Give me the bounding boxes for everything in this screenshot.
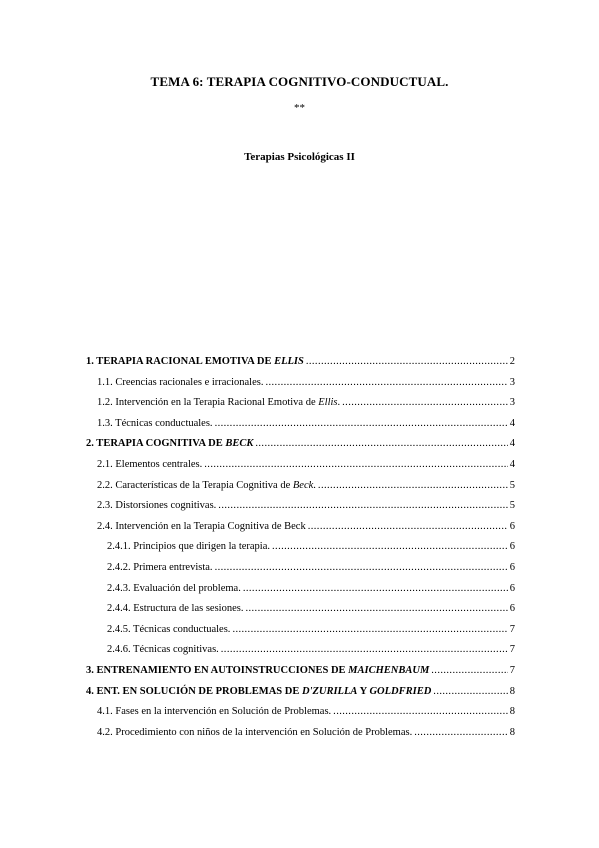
toc-entry[interactable] <box>86 459 515 480</box>
document-title: TEMA 6: TERAPIA COGNITIVO-CONDUCTUAL. <box>150 74 449 89</box>
toc-dot-leader <box>433 686 507 697</box>
toc-dot-leader <box>431 665 507 676</box>
toc-page-number: 6 <box>509 520 515 532</box>
toc-entry[interactable] <box>86 686 515 707</box>
toc-entry-title <box>86 665 429 676</box>
toc-entry-title <box>107 644 219 655</box>
toc-page-number: 7 <box>509 623 515 635</box>
toc-entry-title-part: 2.4.6. Técnicas cognitivas. <box>107 644 219 656</box>
toc-entry-title <box>97 459 202 470</box>
toc-entry-title-part: 1.2. Intervención en la Terapia Racional Emotiva de <box>97 397 319 409</box>
toc-dot-leader <box>232 624 507 635</box>
toc-entry[interactable] <box>86 377 515 398</box>
toc-dot-leader <box>243 583 508 594</box>
toc-dot-leader <box>318 480 508 491</box>
toc-page-number: 7 <box>509 644 515 656</box>
toc-entry-title-part: 1.1. Creencias racionales e irracionales. <box>97 376 264 388</box>
toc-entry-title <box>97 706 331 717</box>
toc-page-number: 3 <box>509 397 515 409</box>
toc-entry[interactable] <box>86 727 515 748</box>
toc-page-number: 8 <box>509 685 515 697</box>
toc-entry[interactable] <box>86 562 515 583</box>
toc-entry-title-part: 2.4.3. Evaluación del problema. <box>107 582 241 594</box>
toc-entry-title-part: 4. ENT. EN SOLUCIÓN DE PROBLEMAS DE <box>86 685 302 697</box>
toc-page-number: 6 <box>509 561 515 573</box>
toc-page-number: 2 <box>509 356 515 367</box>
toc-entry[interactable] <box>86 665 515 686</box>
toc-dot-leader <box>333 706 508 717</box>
toc-entry[interactable] <box>86 397 515 418</box>
toc-entry-title <box>107 541 270 552</box>
toc-entry[interactable] <box>86 356 515 377</box>
toc-page-number: 6 <box>509 541 515 553</box>
toc-entry-title <box>97 397 340 408</box>
toc-entry-title-part: 2.4.2. Primera entrevista. <box>107 561 213 573</box>
toc-entry[interactable] <box>86 418 515 439</box>
toc-entry-title-part: 4.2. Procedimiento con niños de la intervención en Solución de Problemas. <box>97 726 413 738</box>
toc-entry[interactable] <box>86 500 515 521</box>
toc-page-number: 8 <box>509 726 515 738</box>
toc-dot-leader <box>204 459 507 470</box>
toc-entry-title <box>97 418 213 429</box>
toc-entry-title <box>97 521 306 532</box>
table-of-contents <box>86 356 515 747</box>
toc-page-number: 6 <box>509 603 515 615</box>
toc-dot-leader <box>308 521 508 532</box>
toc-page-number: 4 <box>509 417 515 429</box>
toc-dot-leader <box>306 356 508 367</box>
toc-dot-leader <box>265 377 507 388</box>
toc-entry-title-part: 2.3. Distorsiones cognitivas. <box>97 500 217 512</box>
toc-dot-leader <box>245 603 507 614</box>
toc-dot-leader <box>221 644 508 655</box>
toc-entry-title-part: 2.2. Características de la Terapia Cognitiva de <box>97 479 293 491</box>
toc-page-number: 3 <box>509 376 515 388</box>
toc-entry-title-part: 1.3. Técnicas conductuales. <box>97 417 213 429</box>
toc-entry-title <box>97 377 263 388</box>
toc-entry-title-part: 2.4.4. Estructura de las sesiones. <box>107 603 244 615</box>
toc-dot-leader <box>215 562 508 573</box>
toc-entry[interactable] <box>86 644 515 665</box>
toc-entry[interactable] <box>86 521 515 542</box>
toc-dot-leader <box>342 397 508 408</box>
toc-entry-title <box>86 438 253 449</box>
toc-entry-title <box>107 583 241 594</box>
toc-entry-title <box>86 356 304 367</box>
toc-entry-title-part: D'ZURILLA <box>301 685 358 697</box>
toc-entry-title-part: 3. ENTRENAMIENTO EN AUTOINSTRUCCIONES DE <box>86 664 349 676</box>
toc-entry-title <box>107 562 213 573</box>
toc-entry[interactable] <box>86 624 515 645</box>
toc-page-number: 4 <box>509 438 515 450</box>
toc-page-number: 5 <box>509 479 515 491</box>
toc-entry[interactable] <box>86 583 515 604</box>
toc-entry-title-part: Ellis <box>318 397 338 409</box>
toc-entry-title-part: 4.1. Fases en la intervención en Solución de Problemas. <box>97 706 332 718</box>
toc-entry-title-part: Beck <box>292 479 314 491</box>
toc-entry-title-part: BECK <box>225 438 254 450</box>
toc-dot-leader <box>272 541 508 552</box>
toc-entry[interactable] <box>86 541 515 562</box>
toc-entry-title <box>107 624 230 635</box>
toc-entry-title-part: 1. TERAPIA RACIONAL EMOTIVA DE <box>86 356 275 367</box>
toc-page-number: 8 <box>509 706 515 718</box>
toc-entry-title-part: 2.1. Elementos centrales. <box>97 458 203 470</box>
toc-entry-title-part: 2.4.1. Principios que dirigen la terapia. <box>107 541 271 553</box>
toc-page-number: 6 <box>509 582 515 594</box>
toc-entry[interactable] <box>86 438 515 459</box>
toc-entry-title-part: . <box>337 397 341 409</box>
toc-entry-title-part: GOLDFRIED <box>369 685 432 697</box>
title-separator: ** <box>294 102 305 114</box>
toc-entry-title-part: 2.4.5. Técnicas conductuales. <box>107 623 231 635</box>
toc-entry-title-part: 2. TERAPIA COGNITIVA DE <box>86 438 226 450</box>
toc-dot-leader <box>414 727 508 738</box>
toc-entry-title <box>86 686 431 697</box>
document-subtitle: Terapias Psicológicas II <box>244 151 355 163</box>
toc-entry-title-part: . <box>313 479 316 491</box>
toc-dot-leader <box>255 438 507 449</box>
toc-dot-leader <box>215 418 508 429</box>
toc-entry[interactable] <box>86 480 515 501</box>
toc-entry-title-part: ELLIS <box>274 356 304 367</box>
toc-entry-title <box>97 480 316 491</box>
toc-entry[interactable] <box>86 706 515 727</box>
toc-page-number: 7 <box>509 664 515 676</box>
toc-entry-title-part: Y <box>357 685 370 697</box>
toc-entry-title <box>97 727 412 738</box>
toc-page-number: 5 <box>509 500 515 512</box>
toc-entry[interactable] <box>86 603 515 624</box>
toc-entry-title <box>107 603 243 614</box>
toc-entry-title-part: 2.4. Intervención en la Terapia Cognitiva de Beck <box>97 520 306 532</box>
toc-entry-title-part: MAICHENBAUM <box>348 664 430 676</box>
toc-entry-title <box>97 500 216 511</box>
toc-page-number: 4 <box>509 458 515 470</box>
toc-dot-leader <box>218 500 507 511</box>
